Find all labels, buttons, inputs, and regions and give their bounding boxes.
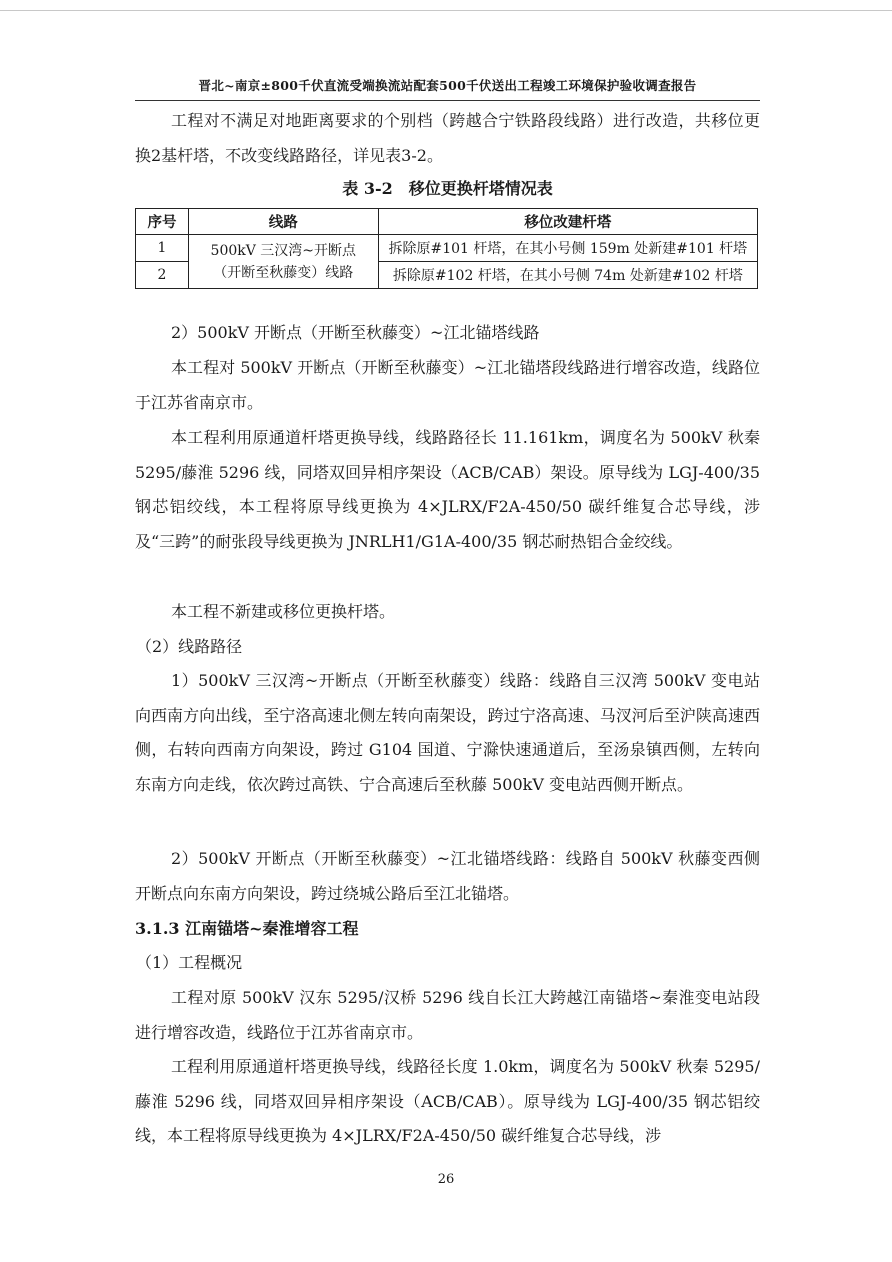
- subheading-jiangbei-line: 2）500kV 开断点（开断至秋藤变）~江北锚塔线路: [171, 323, 540, 342]
- column-header-tower: 移位改建杆塔: [378, 209, 757, 235]
- column-header-route: 线路: [188, 209, 378, 235]
- paragraph-jiangnan-upgrade: 工程对原 500kV 汉东 5295/汉桥 5296 线自长江大跨越江南锚塔~秦淮变电站段进行增容改造，线路位于江苏省南京市。: [135, 988, 760, 1042]
- paragraph-no-new-tower: 本工程不新建或移位更换杆塔。: [171, 602, 396, 621]
- cell-tower: 拆除原#102 杆塔，在其小号侧 74m 处新建#102 杆塔: [378, 262, 757, 289]
- cell-no: 1: [136, 235, 189, 262]
- tower-relocation-table: [135, 208, 758, 289]
- cell-route: [188, 235, 378, 289]
- section-heading-overview: （1）工程概况: [136, 953, 243, 972]
- paragraph-conductor-replacement: 本工程利用原通道杆塔更换导线，线路路径长 11.161km，调度名为 500kV 秋秦 5295/藤淮 5296 线，同塔双回异相序架设（ACB/CAB）架设。原导线为 LGJ-400/35 钢芯铝绞线，本工程将原导线更换为 4×JLRX/F2A-450/50 碳纤维复合芯导线，涉及“三跨”的耐张段导线更换为 JNRLH1/G1A-400/35 钢芯耐热铝合金绞线。: [135, 428, 760, 551]
- table-caption: 表 3-2 移位更换杆塔情况表: [342, 179, 553, 198]
- route-line-2: （开断至秋藤变）线路: [213, 264, 354, 281]
- running-header: 晋北~南京±800千伏直流受端换流站配套500千伏送出工程竣工环境保护验收调查报告: [198, 78, 697, 93]
- top-border-line: [0, 10, 892, 11]
- paragraph-route-1: 1）500kV 三汉湾~开断点（开断至秋藤变）线路：线路自三汉湾 500kV 变电站向西南方向出线，至宁洛高速北侧左转向南架设，跨过宁洛高速、马汊河后至沪陕高速西侧，右转向西南方向架设，跨过 G104 国道、宁滁快速通道后，至汤泉镇西侧，左转向东南方向走线，依次跨过高铁、宁合高速后至秋藤 500kV 变电站西侧开断点。: [135, 671, 760, 794]
- column-header-no: 序号: [136, 209, 189, 235]
- paragraph-capacity-upgrade: 本工程对 500kV 开断点（开断至秋藤变）~江北锚塔段线路进行增容改造，线路位于江苏省南京市。: [135, 358, 760, 412]
- table-row: [136, 235, 758, 262]
- route-line-1: 500kV 三汉湾~开断点: [210, 242, 357, 259]
- cell-no: 2: [136, 262, 189, 289]
- section-heading-3-1-3: 3.1.3 江南锚塔~秦淮增容工程: [135, 919, 359, 938]
- header-rule: [135, 100, 760, 101]
- page-number: 26: [437, 1172, 455, 1187]
- paragraph-route-2: 2）500kV 开断点（开断至秋藤变）~江北锚塔线路：线路自 500kV 秋藤变西侧开断点向东南方向架设，跨过绕城公路后至江北锚塔。: [135, 849, 760, 903]
- paragraph-jiangnan-conductor: 工程利用原通道杆塔更换导线，线路径长度 1.0km，调度名为 500kV 秋秦 5295/藤淮 5296 线，同塔双回异相序架设（ACB/CAB）。原导线为 LGJ-400/35 钢芯铝绞线，本工程将原导线更换为 4×JLRX/F2A-450/50 碳纤维复合芯导线，涉: [135, 1057, 760, 1146]
- section-heading-route: （2）线路路径: [136, 637, 243, 656]
- table-header-row: [136, 209, 758, 235]
- paragraph-tower-relocation: 工程对不满足对地距离要求的个别档（跨越合宁铁路段线路）进行改造，共移位更换2基杆塔，不改变线路路径，详见表3-2。: [135, 111, 760, 165]
- cell-tower: 拆除原#101 杆塔，在其小号侧 159m 处新建#101 杆塔: [378, 235, 757, 262]
